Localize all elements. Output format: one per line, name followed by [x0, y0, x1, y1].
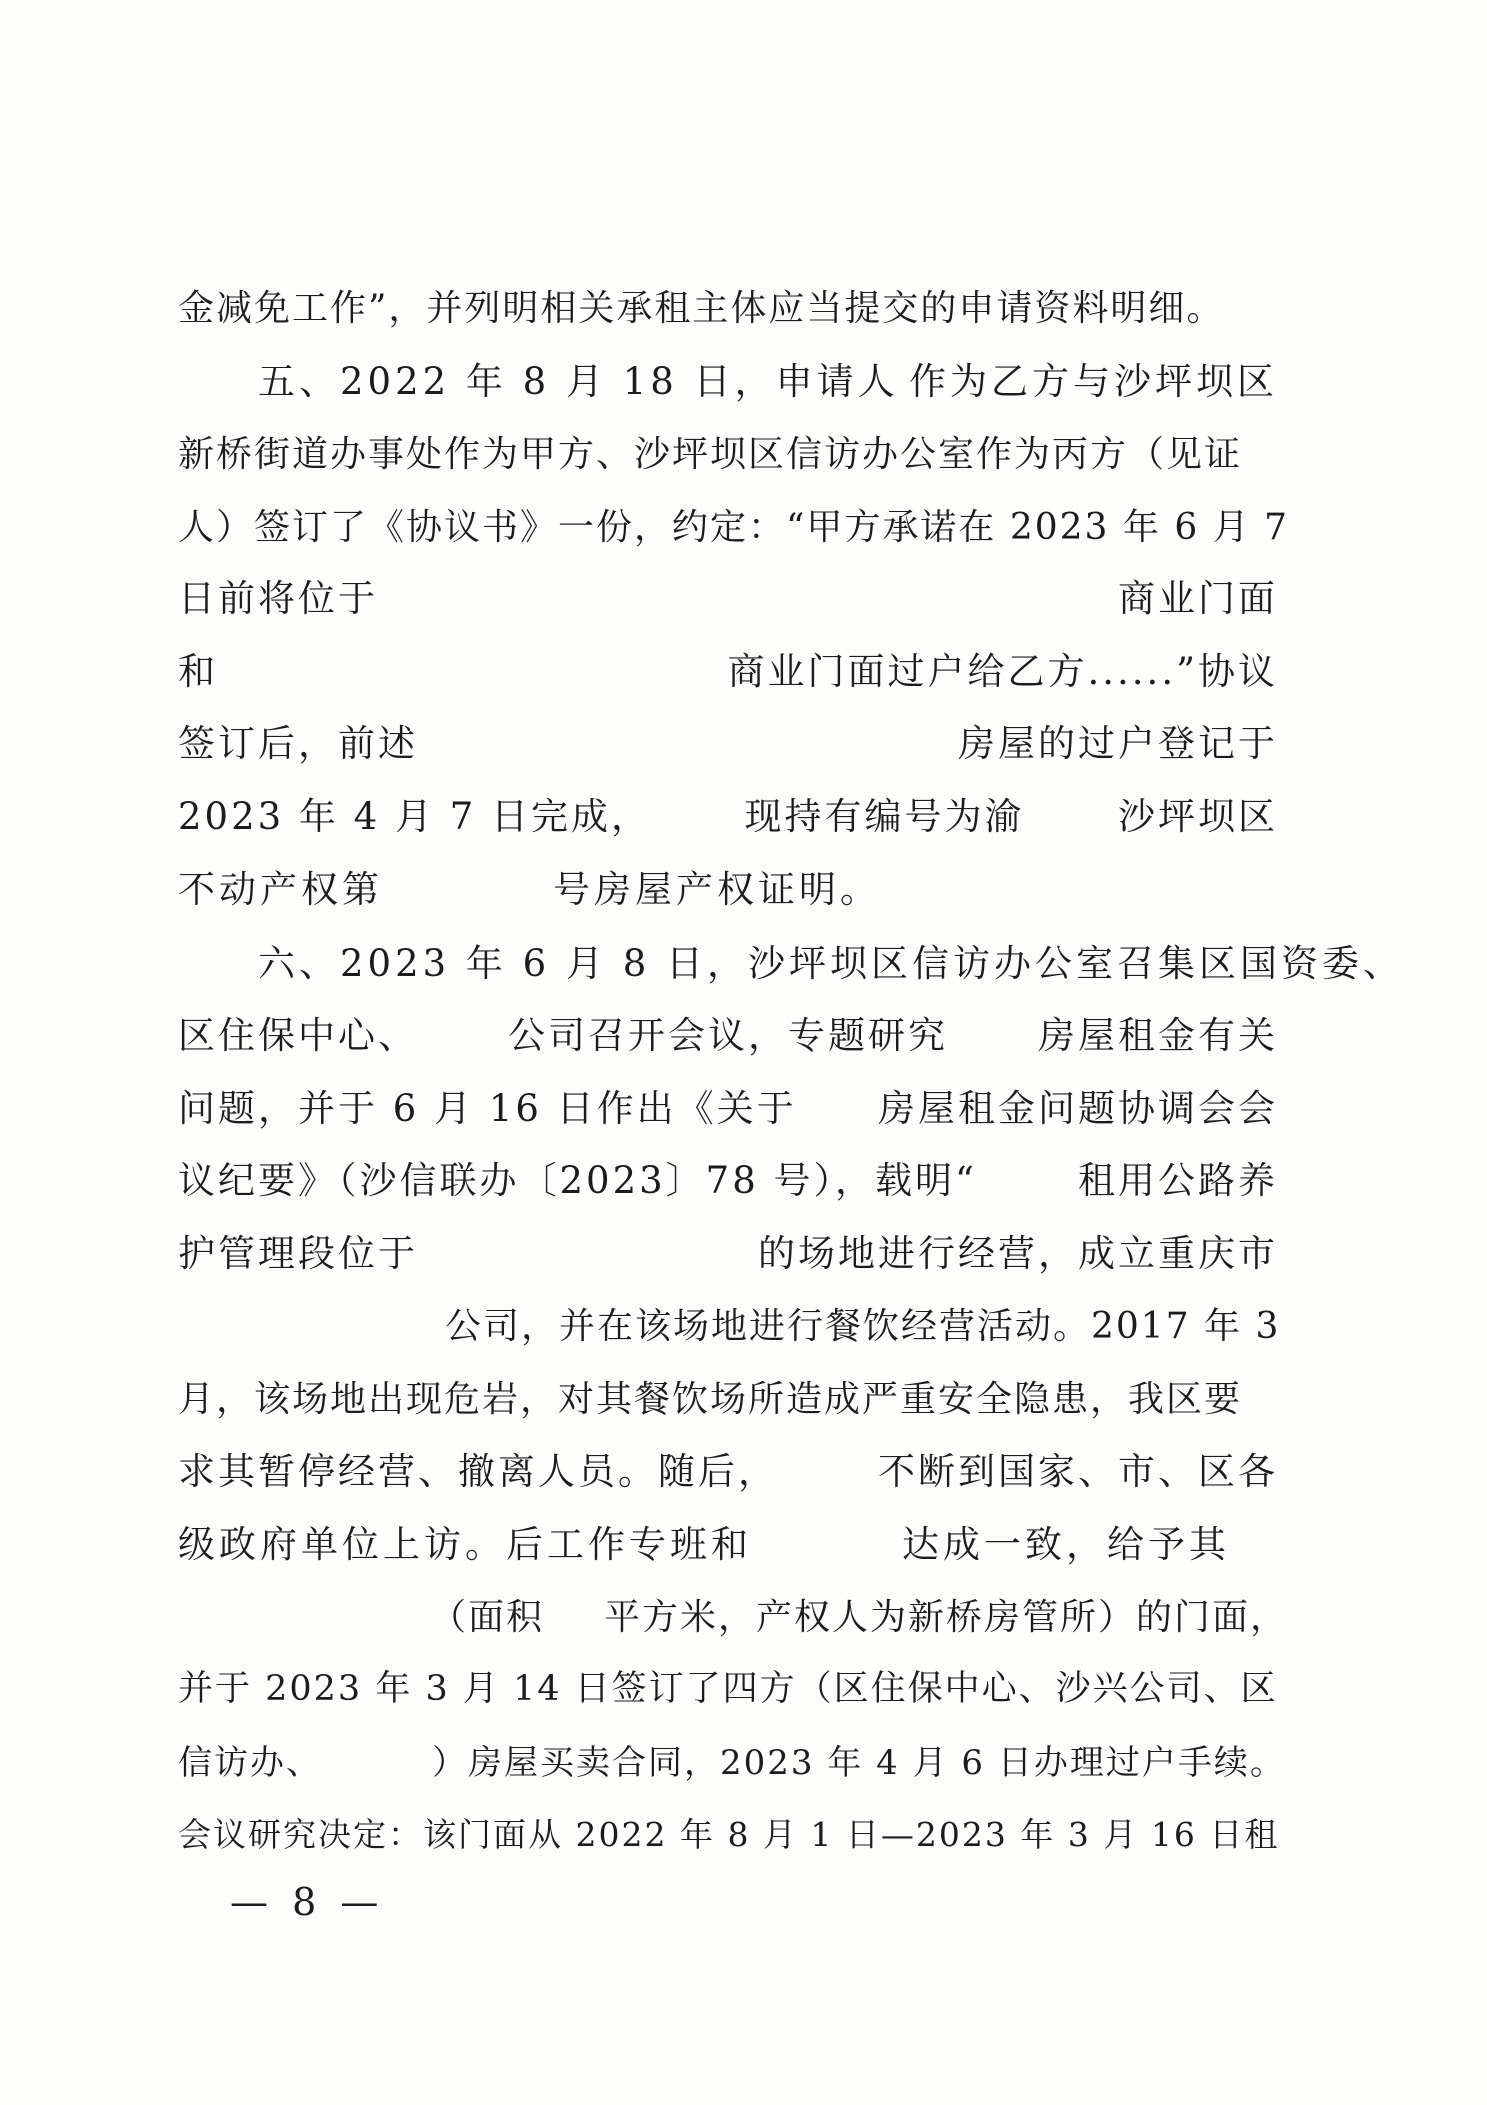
text-segment: 签订后，前述: [178, 722, 418, 765]
text-line: [178, 494, 1289, 554]
text-segment: 平方米，产权人为新桥房管所）的门面，: [604, 1596, 1289, 1638]
text-segment: ）房屋买卖合同，2023 年 4 月 6 日办理过户手续。: [432, 1742, 1286, 1783]
text-line: [178, 856, 881, 916]
text-line: [178, 1002, 1278, 1062]
text-segment: 和: [178, 650, 218, 693]
text-segment: 并于 2023 年 3 月 14 日签订了四方（区住保中心、沙兴公司、区: [178, 1669, 1278, 1709]
text-line: [178, 1802, 1279, 1862]
text-segment: 六、2023 年 6 月 8 日，沙坪坝区信访办公室召集区国资委、: [258, 942, 1405, 985]
text-segment: 新桥街道办事处作为甲方、沙坪坝区信访办公室作为丙方（见证: [178, 433, 1243, 475]
text-line: [178, 1147, 1278, 1207]
text-segment: 作为乙方与沙坪坝区: [909, 360, 1278, 403]
text-segment: 问题，并于 6 月 16 日作出《关于: [178, 1087, 797, 1130]
text-segment: 商业门面: [1118, 577, 1278, 620]
text-line: [178, 1438, 1278, 1498]
text-segment: 公司召开会议，专题研究: [508, 1014, 948, 1057]
text-segment: 达成一致，给予其: [902, 1523, 1230, 1566]
text-segment: 人）签订了《协议书》一份，约定：“甲方承诺在 2023 年 6 月 7: [178, 506, 1290, 548]
text-line: [258, 348, 1278, 408]
text-segment: 会议研究决定：该门面从 2022 年 8 月 1 日—2023 年 3 月 16 日租: [178, 1814, 1280, 1854]
text-segment: 房屋租金问题协调会会: [878, 1087, 1278, 1130]
text-line: [178, 1366, 1242, 1426]
text-line: [178, 1075, 1278, 1135]
text-segment: 金减免工作”，并列明相关承租主体应当提交的申请资料明细。: [178, 287, 1225, 329]
text-segment: 不断到国家、市、区各: [878, 1450, 1278, 1493]
text-segment: 房屋的过户登记于: [958, 722, 1278, 765]
text-segment: 2023 年 4 月 7 日完成，: [178, 795, 652, 838]
text-segment: 议纪要》（沙信联办〔2023〕78 号），载明“: [178, 1159, 977, 1202]
page-number: — 8 —: [230, 1880, 385, 1924]
text-line: [178, 1729, 1286, 1789]
text-line: [178, 1656, 1278, 1716]
text-segment: 级政府单位上访。后工作专班和: [178, 1523, 752, 1566]
text-segment: 五、2022 年 8 月 18 日，申请人: [258, 360, 899, 403]
text-segment: 租用公路养: [1078, 1159, 1278, 1202]
text-line: [430, 1584, 1288, 1644]
text-segment: 现持有编号为渝: [744, 795, 1025, 838]
text-segment: 区住保中心、: [178, 1014, 418, 1057]
text-segment: 护管理段位于: [178, 1232, 418, 1275]
text-line: [178, 783, 1278, 843]
text-segment: （面积: [430, 1596, 545, 1638]
text-line: [178, 638, 1278, 698]
text-segment: 房屋租金有关: [1038, 1014, 1278, 1057]
text-line: [178, 710, 1278, 770]
text-line: [178, 1220, 1278, 1280]
text-segment: 信访办、: [178, 1742, 322, 1783]
text-segment: 号房屋产权证明。: [553, 868, 881, 911]
text-segment: 公司，并在该场地进行餐饮经营活动。2017 年 3: [445, 1305, 1281, 1347]
text-segment: 不动产权第: [178, 868, 383, 911]
text-segment: 月，该场地出现危岩，对其餐饮场所造成严重安全隐患，我区要: [178, 1378, 1243, 1420]
text-segment: 沙坪坝区: [1118, 795, 1278, 838]
text-line: [445, 1293, 1280, 1353]
text-segment: 日前将位于: [178, 577, 378, 620]
text-line: [178, 421, 1242, 481]
text-line: [258, 930, 1405, 990]
text-line: [178, 275, 1224, 335]
text-segment: 求其暂停经营、撤离人员。随后，: [178, 1450, 778, 1493]
text-segment: 商业门面过户给乙方......”协议: [727, 650, 1278, 693]
text-line: [178, 1511, 1230, 1571]
text-segment: 的场地进行经营，成立重庆市: [758, 1232, 1278, 1275]
text-line: [178, 565, 1278, 625]
